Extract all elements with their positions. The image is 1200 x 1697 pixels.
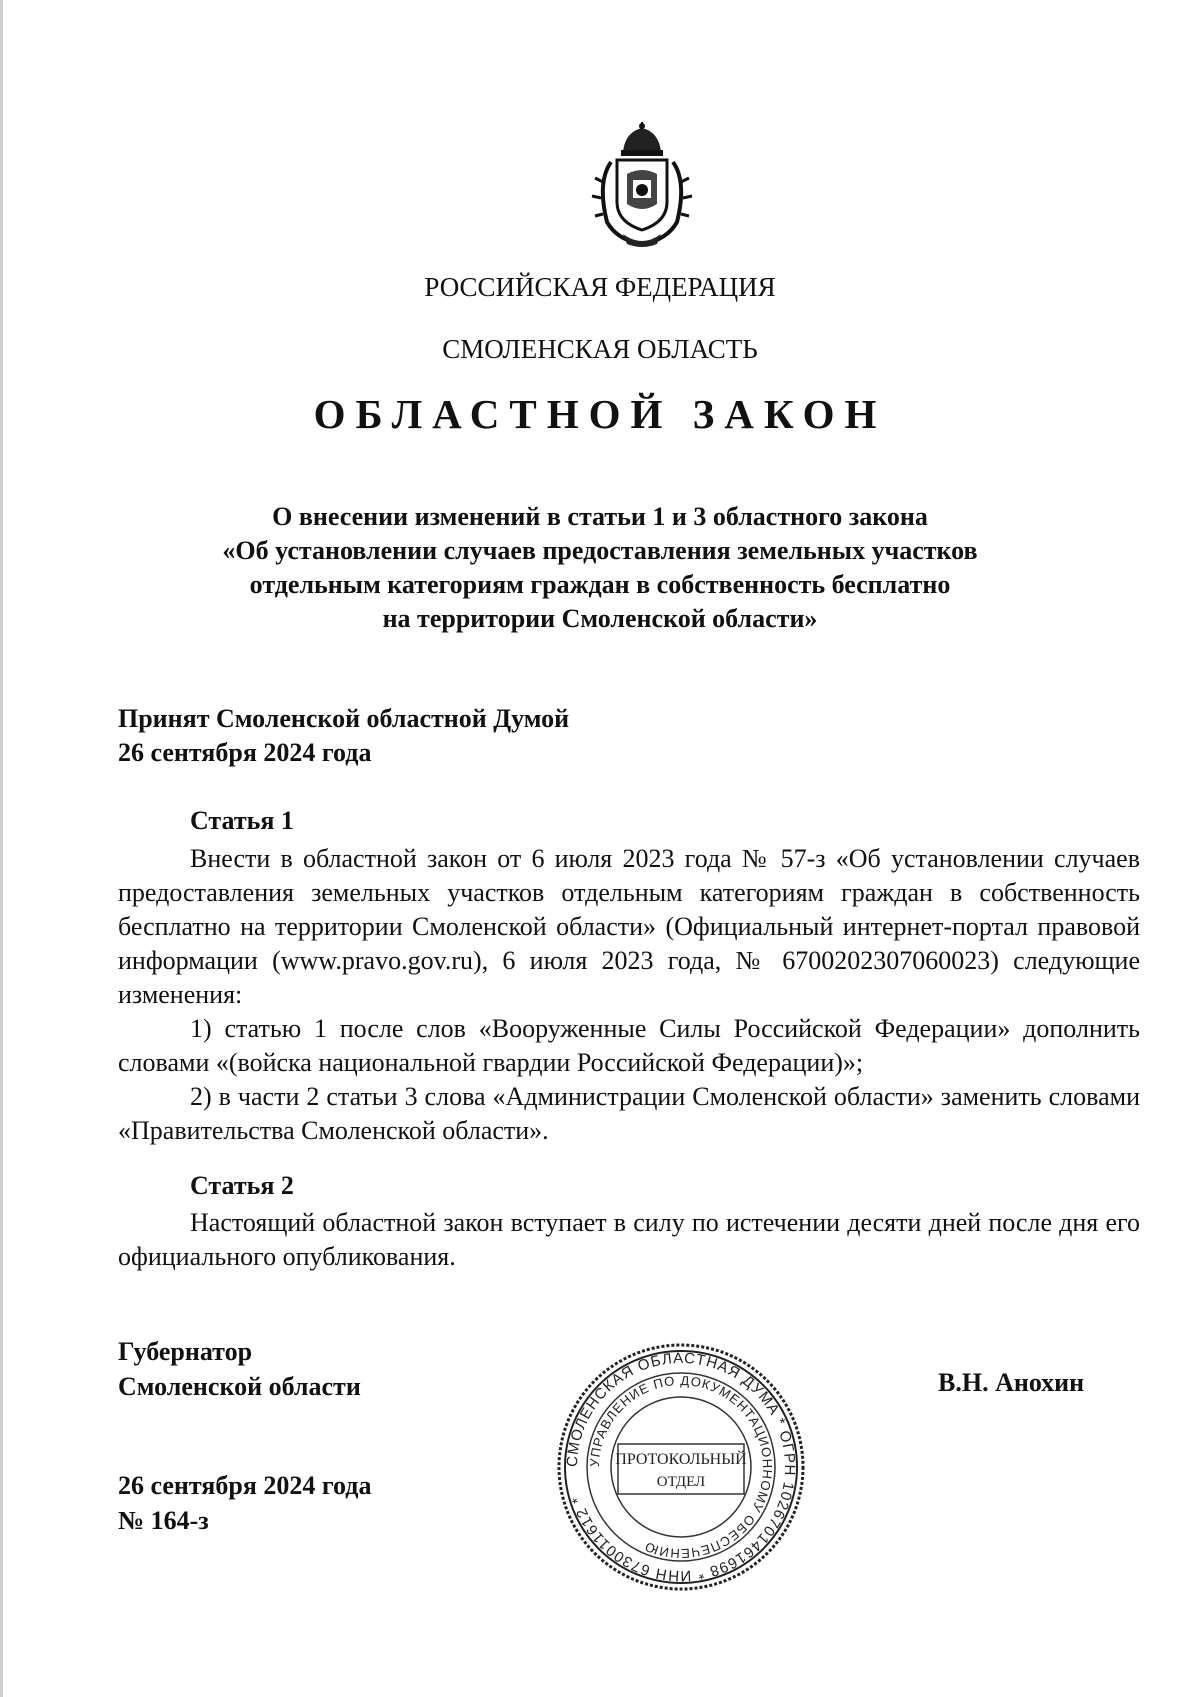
article-1-item-1: 1) статью 1 после слов «Вооруженные Силы Российской Федерации» дополнить словами «(войска национальной гвардии Российской Федерации)»; <box>118 1014 1140 1077</box>
stamp-center-line-2: ОТДЕЛ <box>656 1474 706 1490</box>
article-1-heading: Статья 1 <box>190 806 294 835</box>
signatory-role <box>118 1334 361 1404</box>
adoption-body: Принят Смоленской областной Думой <box>118 704 570 733</box>
stamp-outer-ring-text: СМОЛЕНСКАЯ ОБЛАСТНАЯ ДУМА * ОГРН 1026701461698 * ИНН 6730011612 * <box>563 1349 799 1585</box>
stamp-center-line-1: ПРОТОКОЛЬНЫЙ <box>615 1451 747 1468</box>
document-date: 26 сентября 2024 года <box>118 1471 372 1500</box>
law-title-line: «Об установлении случаев предоставления земельных участков <box>222 536 978 565</box>
document-date-block <box>118 1468 371 1538</box>
scan-edge <box>0 0 3 1697</box>
law-title-line: отдельным категориям граждан в собственность бесплатно <box>249 570 951 599</box>
document-number: № 164-з <box>118 1506 209 1535</box>
adoption-note <box>118 702 569 770</box>
law-title-line: О внесении изменений в статьи 1 и 3 областного закона <box>272 502 928 531</box>
article-2-text: Настоящий областной закон вступает в силу по истечении десяти дней после дня его официального опубликования. <box>118 1208 1140 1271</box>
law-title-line: на территории Смоленской области» <box>382 604 818 633</box>
law-title <box>0 500 1200 636</box>
adoption-date: 26 сентября 2024 года <box>118 738 372 767</box>
signatory-name: В.Н. Анохин <box>938 1368 1085 1397</box>
stamp-inner-ring-text: УПРАВЛЕНИЕ ПО ДОКУМЕНТАЦИОННОМУ ОБЕСПЕЧЕНИЮ <box>586 1372 776 1562</box>
signatory-title: Губернатор <box>118 1337 253 1366</box>
header-federation: РОССИЙСКАЯ ФЕДЕРАЦИЯ <box>424 272 776 302</box>
coat-of-arms-icon <box>587 122 697 250</box>
article-1-body <box>118 842 1140 1148</box>
article-2-body <box>118 1206 1140 1274</box>
article-2-heading: Статья 2 <box>190 1171 294 1200</box>
header-region: СМОЛЕНСКАЯ ОБЛАСТЬ <box>442 334 758 364</box>
article-1-item-2: 2) в части 2 статьи 3 слова «Администрации Смоленской области» заменить словами «Правительства Смоленской области». <box>118 1082 1140 1145</box>
document-type-title: ОБЛАСТНОЙ ЗАКОН <box>313 391 887 437</box>
signatory-region: Смоленской области <box>118 1372 361 1401</box>
article-1-intro: Внести в областной закон от 6 июля 2023 года № 57-з «Об установлении случаев предоставления земельных участков отдельным категориям граждан в собственность бесплатно на территории Смоленской области» (Официальный интернет-портал правовой информации (www.pravo.gov.ru), 6 июля 2023 года, № 6700202307060023) следующие изменения: <box>118 844 1140 1009</box>
official-stamp-seal <box>556 1342 806 1592</box>
